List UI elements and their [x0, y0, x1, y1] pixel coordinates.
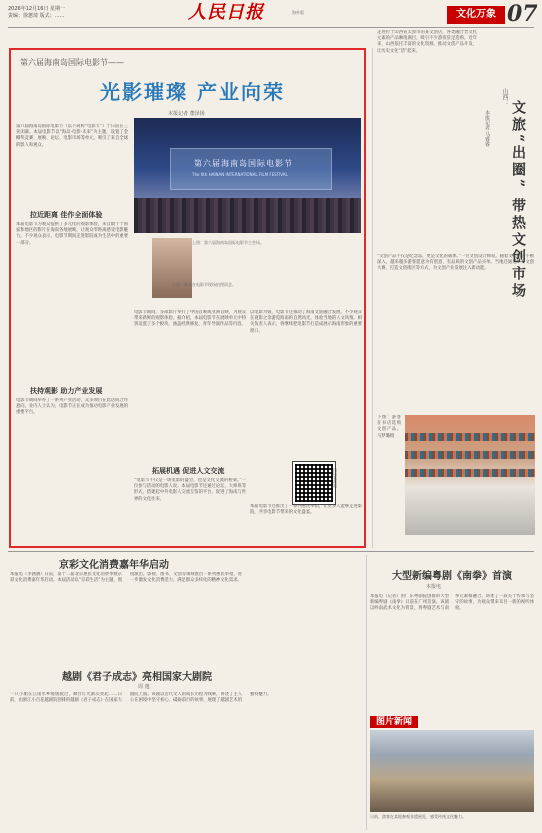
story2-author: 周 逸 [138, 684, 150, 690]
feature-col1-text-c: 电影节期间举办了一系列产业活动，众多项目在此达成合作意向。业内人士认为，电影节正在成为推动电影产业发展的重要平台。 [16, 398, 128, 416]
right-story-byline: 本报记者 马睿睿 [484, 110, 490, 147]
section-banner: 文化万象 [447, 6, 505, 24]
feature-col3-text-b: 本届电影节还推出了一系列惠民举措，让更多人能够走进影院，共享电影节带来的文化盛宴。 [250, 504, 362, 516]
feature-subhead-1: 拉近距离 佳作全面体验 [30, 211, 103, 219]
photo-festival-subtitle: The 6th HAINAN INTERNATIONAL FILM FESTIVAL [192, 172, 288, 177]
feature-photo-caption: 上图：第六届海南岛国际电影节主会场。 [192, 240, 264, 245]
right-story-kicker: 山西： [501, 88, 508, 106]
feature-subhead-3: 拓展机遇 促进人文交流 [152, 467, 225, 475]
newspaper-logo: 人民日报 [188, 2, 264, 23]
date-line: 2026年12月16日 星期一 [8, 6, 66, 12]
editor-line: 责编：徐蕙琦 版式：…… [8, 13, 65, 19]
book-shelf [405, 469, 535, 477]
column-divider [372, 48, 373, 548]
section-divider [8, 551, 534, 552]
qr-label: 扫码看视频 [333, 468, 338, 488]
story1-text: 本报电（李涵涵）日前，第十二届北京惠民文化消费季暨京彩文化消费嘉年华启动。本届活动以“京彩生活”为主题，围绕演出、影视、图书、文创等领域推出一系列惠民举措，进一步激发文化消费活力，满足群众多样化的精神文化需求。 [10, 572, 242, 584]
right-photo-caption [377, 415, 401, 535]
stage-performers [134, 198, 361, 233]
feature-kicker: 第六届海南岛国际电影节—— [20, 58, 124, 67]
book-shelf [405, 451, 535, 459]
right-photo-credit: 马梦璐摄 [377, 433, 395, 439]
photo-news-image[interactable] [370, 730, 534, 812]
feature-col2-text: 电影节期间，多部影片举行了中国首映或亚洲首映，为观众带来新鲜的观影体验。据介绍，本届电影节在展映单元中特别设置了多个板块，涵盖经典修复、青年导演作品等内容。 [134, 310, 246, 328]
qr-code[interactable] [293, 462, 335, 504]
story3-text: 本报电（记者）由广东粤剧院创排的大型新编粤剧《南拳》日前在广州首演。该剧以岭南武术文化为背景，将粤剧艺术与南拳元素相融合，讲述了一段关于传承与坚守的故事，为观众带来耳目一新的视听体验。 [370, 594, 534, 612]
edition-label: 海外版 [292, 10, 304, 15]
stage-screen [170, 148, 332, 190]
bottom-column-divider [366, 555, 367, 830]
right-story-headline[interactable]: 文旅“出圈” 带热文创市场 [510, 100, 526, 300]
feature-col3-text: 以电影为媒，电影节还推动了海南文旅融合发展。不少观众在观影之余游览海南的自然风光，体验当地的人文风情。相关负责人表示，将继续把电影节打造成展示海南形象的重要窗口。 [250, 310, 362, 334]
story3-dateline: 本报电 [426, 584, 442, 590]
small-photo-caption: 右图：观众在电影节现场拍照留念。 [172, 282, 236, 287]
story2-text: 一只小船在江南水乡缓缓驶过，舞台灯光渐次亮起……日前，由浙江小百花越剧院创排的越剧《君子成志》在国家大剧院上演。该剧以古代文人的成长历程为线索，讲述了主人公在困境中坚守初心、砥砺前行的故事，展现了越剧艺术的独特魅力。 [10, 692, 272, 704]
right-story-text-a: 走进位于山西省太原市的某文创店，各类融合晋文化元素的产品琳琅满目，吸引不少游客驻足选购。近年来，山西依托丰富的文化资源，推动文创产品开发，让历史文化“活”起来。 [377, 30, 477, 54]
feature-headline[interactable]: 光影璀璨 产业向荣 [100, 80, 285, 104]
right-story-text-b: “文创产品不仅是纪念品，更是文化的载体。”一位文创设计师说。随着文旅融合不断深入，越来越多游客愿意为有创意、有品质的文创产品买单。当地还通过举办文创大赛、打造文创街区等方式，为文创产业发展注入新动能。 [377, 254, 534, 272]
feature-photo[interactable] [134, 118, 361, 233]
header-meta [8, 6, 65, 20]
story3-headline[interactable]: 大型新编粤剧《南拳》首演 [392, 571, 512, 582]
feature-byline: 本报记者 董泽扬 [168, 111, 205, 117]
right-photo-caption-text: 下图：游客在书店选购文创产品。 [377, 415, 401, 433]
feature-col2-text-b: “电影节不仅是一场电影的盛会，也是文化交流的桥梁。”一位参与活动的电影人说。本届电影节还通过论坛、大师班等形式，搭建起中外电影人交流互鉴的平台，促进了海南与世界的文化往来。 [134, 478, 246, 502]
page-number: 07 [507, 1, 538, 27]
story1-headline[interactable]: 京彩文化消费嘉年华启动 [59, 560, 169, 571]
story2-headline[interactable]: 越剧《君子成志》亮相国家大剧院 [62, 672, 212, 683]
feature-small-photo[interactable] [152, 238, 192, 298]
feature-subhead-2: 扶持观影 助力产业发展 [30, 387, 103, 395]
feature-col1-text-b: 本届电影节为观众提供了多元化的观影体验，来自数十个国家和地区的影片在海南各地展映，让观众零距离感受电影魅力。不少观众表示，电影节期间走进影院成为生活中的重要一部分。 [16, 222, 128, 246]
feature-col1-text: 第六届海南岛国际电影节（以下简称“电影节”）于日前在三亚闭幕。本届电影节以“海岛·电影·未来”为主题，设置了金椰奖竞赛、展映、论坛、电影市场等单元，吸引了来自全球的影人和观众。 [16, 124, 128, 148]
header-divider [8, 27, 534, 28]
photo-news-caption: 日前，游客在某地参观非遗展览，感受传统文化魅力。 [370, 814, 466, 819]
photo-news-label: 图片新闻 [370, 716, 418, 728]
bookshop-photo[interactable] [405, 415, 535, 535]
book-shelf [405, 433, 535, 441]
photo-festival-title: 第六届海南岛国际电影节 [194, 159, 293, 168]
